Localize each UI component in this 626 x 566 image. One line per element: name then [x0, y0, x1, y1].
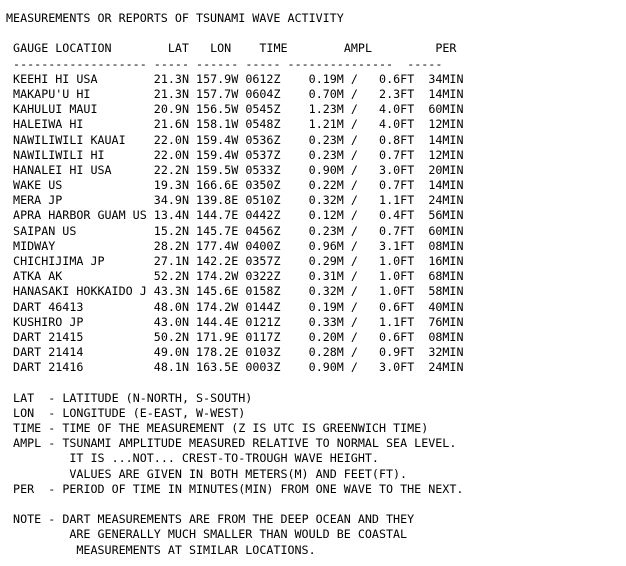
- cell-per: 40MIN: [428, 299, 464, 314]
- table-row: WAKE US 19.3N 166.6E 0350Z 0.22M / 0.7FT 14MIN: [13, 178, 464, 193]
- cell-gauge-location: HALEIWA HI: [13, 117, 84, 132]
- cell-ampl-feet: 3.1FT: [379, 238, 415, 253]
- table-row: KAHULUI MAUI 20.9N 156.5W 0545Z 1.23M / 4.0FT 60MIN: [13, 102, 464, 117]
- cell-ampl-feet: 0.8FT: [379, 132, 415, 147]
- cell-ampl-meters: 0.23M: [308, 132, 344, 147]
- cell-time: 0536Z: [245, 132, 281, 147]
- cell-time: 0003Z: [245, 360, 281, 375]
- cell-lon: 145.7E: [196, 223, 239, 238]
- legend-term: PER: [13, 481, 35, 496]
- cell-time: 0158Z: [245, 284, 281, 299]
- cell-gauge-location: KUSHIRO JP: [13, 314, 84, 329]
- cell-gauge-location: KAHULUI MAUI: [13, 102, 98, 117]
- legend-line: [6, 467, 464, 482]
- legend-definition: VALUES ARE GIVEN IN BOTH METERS(M) AND FEET(FT).: [69, 466, 408, 481]
- legend-line: LAT - LATITUDE (N-NORTH, S-SOUTH): [13, 390, 253, 405]
- header-gauge-location: GAUGE LOCATION: [13, 41, 112, 56]
- cell-time: 0400Z: [245, 238, 281, 253]
- cell-ampl-meters: 0.32M: [308, 284, 344, 299]
- cell-gauge-location: DART 46413: [13, 299, 84, 314]
- cell-per: 24MIN: [428, 360, 464, 375]
- cell-ampl-feet: 0.7FT: [379, 223, 415, 238]
- cell-gauge-location: MAKAPU'U HI: [13, 86, 91, 101]
- cell-ampl-feet: 4.0FT: [379, 117, 415, 132]
- table-body: [6, 72, 464, 376]
- cell-ampl-feet: 3.0FT: [379, 162, 415, 177]
- cell-ampl-meters: 0.96M: [308, 238, 344, 253]
- cell-gauge-location: DART 21415: [13, 329, 84, 344]
- cell-time: 0548Z: [245, 117, 281, 132]
- table-row: ATKA AK 52.2N 174.2W 0322Z 0.31M / 1.0FT 68MIN: [13, 269, 464, 284]
- cell-ampl-feet: 2.3FT: [379, 86, 415, 101]
- cell-ampl-meters: 1.23M: [308, 102, 344, 117]
- legend-definition: TIME OF THE MEASUREMENT (Z IS UTC IS GREENWICH TIME): [62, 421, 429, 436]
- table-row: NAWILIWILI KAUAI 22.0N 159.4W 0536Z 0.23M / 0.8FT 14MIN: [13, 132, 464, 147]
- legend-line: TIME - TIME OF THE MEASUREMENT (Z IS UTC IS GREENWICH TIME): [13, 421, 429, 436]
- cell-lat: 50.2N: [153, 329, 189, 344]
- cell-gauge-location: MERA JP: [13, 193, 63, 208]
- note-line: [6, 543, 464, 558]
- cell-time: 0357Z: [245, 254, 281, 268]
- cell-ampl-meters: 0.19M: [308, 71, 344, 86]
- cell-lat: 22.0N: [153, 147, 189, 162]
- table-row: MIDWAY 28.2N 177.4W 0400Z 0.96M / 3.1FT 08MIN: [13, 238, 464, 253]
- cell-per: 60MIN: [428, 223, 464, 238]
- cell-per: 68MIN: [428, 269, 464, 284]
- cell-gauge-location: APRA HARBOR GUAM US: [13, 208, 147, 223]
- separator-lon: ------: [196, 56, 239, 71]
- cell-lon: 159.5W: [196, 162, 239, 177]
- cell-per: 34MIN: [428, 71, 464, 86]
- cell-lat: 19.3N: [153, 178, 189, 193]
- cell-per: 14MIN: [428, 86, 464, 101]
- cell-ampl-meters: 0.20M: [308, 329, 344, 344]
- legend-definition: PERIOD OF TIME IN MINUTES(MIN) FROM ONE WAVE TO THE NEXT.: [62, 481, 464, 496]
- legend-definition: LONGITUDE (E-EAST, W-WEST): [62, 405, 246, 420]
- legend-term: TIME: [13, 421, 42, 436]
- blank-line: [6, 497, 464, 512]
- cell-lon: 157.7W: [196, 86, 239, 101]
- cell-ampl-meters: 0.22M: [308, 178, 344, 193]
- cell-ampl-meters: 0.28M: [308, 345, 344, 360]
- cell-ampl-meters: 0.31M: [308, 269, 344, 284]
- tsunami-report: [6, 11, 464, 558]
- cell-lon: 144.4E: [196, 314, 239, 329]
- cell-per: 08MIN: [428, 329, 464, 344]
- cell-lat: 34.9N: [153, 193, 189, 208]
- cell-ampl-meters: 0.32M: [308, 193, 344, 208]
- table-row: SAIPAN US 15.2N 145.7E 0456Z 0.23M / 0.7FT 60MIN: [13, 223, 464, 238]
- cell-lat: 13.4N: [153, 208, 189, 223]
- blank-line: [6, 26, 464, 41]
- cell-lon: 174.2W: [196, 269, 239, 284]
- cell-ampl-feet: 0.4FT: [379, 208, 415, 223]
- cell-ampl-meters: 0.23M: [308, 223, 344, 238]
- cell-gauge-location: KEEHI HI USA: [13, 71, 98, 86]
- cell-lon: 139.8E: [196, 193, 239, 208]
- cell-per: 20MIN: [428, 162, 464, 177]
- header-per: PER: [435, 41, 457, 56]
- cell-gauge-location: NAWILIWILI KAUAI: [13, 132, 126, 147]
- cell-per: 14MIN: [428, 132, 464, 147]
- cell-per: 24MIN: [428, 193, 464, 208]
- separator-per: -----: [407, 56, 443, 71]
- header-ampl: AMPL: [343, 41, 372, 56]
- cell-lat: 48.1N: [153, 360, 189, 375]
- cell-ampl-meters: 0.33M: [308, 314, 344, 329]
- cell-lat: 27.1N: [153, 254, 189, 268]
- cell-gauge-location: CHICHIJIMA JP: [13, 254, 105, 268]
- legend: [6, 391, 464, 497]
- cell-gauge-location: DART 21416: [13, 360, 84, 375]
- table-row: KEEHI HI USA 21.3N 157.9W 0612Z 0.19M / 0.6FT 34MIN: [13, 71, 464, 86]
- table-row: APRA HARBOR GUAM US 13.4N 144.7E 0442Z 0.12M / 0.4FT 56MIN: [13, 208, 464, 223]
- table-row: DART 21416 48.1N 163.5E 0003Z 0.90M / 3.0FT 24MIN: [13, 360, 464, 375]
- cell-ampl-feet: 1.1FT: [379, 314, 415, 329]
- cell-time: 0533Z: [245, 162, 281, 177]
- cell-ampl-meters: 0.12M: [308, 208, 344, 223]
- cell-ampl-feet: 0.9FT: [379, 345, 415, 360]
- cell-ampl-feet: 3.0FT: [379, 360, 415, 375]
- legend-line: PER - PERIOD OF TIME IN MINUTES(MIN) FROM ONE WAVE TO THE NEXT.: [13, 481, 464, 496]
- cell-lat: 21.3N: [153, 71, 189, 86]
- legend-line: LON - LONGITUDE (E-EAST, W-WEST): [13, 405, 246, 420]
- cell-lon: 178.2E: [196, 345, 239, 360]
- separator-lat: -----: [153, 56, 189, 71]
- cell-gauge-location: HANASAKI HOKKAIDO J: [13, 284, 147, 299]
- cell-time: 0103Z: [245, 345, 281, 360]
- cell-lon: 177.4W: [196, 238, 239, 253]
- table-row: MERA JP 34.9N 139.8E 0510Z 0.32M / 1.1FT 24MIN: [13, 193, 464, 208]
- header-lon: LON: [210, 41, 232, 56]
- cell-ampl-feet: 1.0FT: [379, 269, 415, 284]
- blank-line: [6, 376, 464, 391]
- cell-time: 0537Z: [245, 147, 281, 162]
- cell-lon: 174.2W: [196, 299, 239, 314]
- table-row: HALEIWA HI 21.6N 158.1W 0548Z 1.21M / 4.0FT 12MIN: [13, 117, 464, 132]
- cell-time: 0456Z: [245, 223, 281, 238]
- cell-lon: 145.6E: [196, 284, 239, 299]
- cell-time: 0350Z: [245, 178, 281, 193]
- cell-ampl-meters: 0.19M: [308, 299, 344, 314]
- legend-definition: LATITUDE (N-NORTH, S-SOUTH): [62, 390, 253, 405]
- cell-gauge-location: MIDWAY: [13, 238, 56, 253]
- cell-ampl-feet: 4.0FT: [379, 102, 415, 117]
- cell-ampl-feet: 1.1FT: [379, 193, 415, 208]
- cell-lat: 20.9N: [153, 102, 189, 117]
- header-time: TIME: [259, 41, 288, 56]
- table-separator-row: [6, 57, 464, 72]
- cell-time: 0144Z: [245, 299, 281, 314]
- separator-time: -----: [245, 56, 281, 71]
- cell-lon: 159.4W: [196, 147, 239, 162]
- cell-ampl-meters: 0.90M: [308, 360, 344, 375]
- cell-per: 12MIN: [428, 117, 464, 132]
- cell-lat: 28.2N: [153, 238, 189, 253]
- table-row: DART 21414 49.0N 178.2E 0103Z 0.28M / 0.9FT 32MIN: [13, 345, 464, 360]
- cell-per: 32MIN: [428, 345, 464, 360]
- cell-lon: 142.2E: [196, 254, 239, 268]
- legend-line: [6, 451, 464, 466]
- legend-term: LAT: [13, 390, 35, 405]
- cell-per: 76MIN: [428, 314, 464, 329]
- cell-ampl-feet: 0.6FT: [379, 299, 415, 314]
- cell-ampl-meters: 0.70M: [308, 86, 344, 101]
- cell-gauge-location: HANALEI HI USA: [13, 162, 112, 177]
- note-line: NOTE - DART MEASUREMENTS ARE FROM THE DEEP OCEAN AND THEY: [13, 512, 415, 527]
- cell-time: 0604Z: [245, 86, 281, 101]
- legend-term: AMPL: [13, 436, 42, 451]
- table-row: HANALEI HI USA 22.2N 159.5W 0533Z 0.90M / 3.0FT 20MIN: [13, 162, 464, 177]
- cell-lat: 43.3N: [153, 284, 189, 299]
- cell-lat: 21.6N: [153, 117, 189, 132]
- cell-lon: 159.4W: [196, 132, 239, 147]
- cell-time: 0322Z: [245, 269, 281, 284]
- separator-location: -------------------: [13, 56, 147, 71]
- cell-gauge-location: SAIPAN US: [13, 223, 77, 238]
- header-lat: LAT: [167, 41, 189, 56]
- cell-lon: 158.1W: [196, 117, 239, 132]
- cell-lat: 43.0N: [153, 314, 189, 329]
- note-text: ARE GENERALLY MUCH SMALLER THAN WOULD BE COASTAL: [69, 527, 408, 542]
- cell-gauge-location: DART 21414: [13, 345, 84, 360]
- cell-lat: 22.0N: [153, 132, 189, 147]
- cell-lat: 21.3N: [153, 86, 189, 101]
- cell-time: 0545Z: [245, 102, 281, 117]
- cell-per: 12MIN: [428, 147, 464, 162]
- cell-gauge-location: WAKE US: [13, 178, 63, 193]
- note-text: DART MEASUREMENTS ARE FROM THE DEEP OCEAN AND THEY: [62, 512, 415, 527]
- cell-ampl-feet: 1.0FT: [379, 254, 415, 268]
- cell-ampl-meters: 1.21M: [308, 117, 344, 132]
- cell-time: 0121Z: [245, 314, 281, 329]
- cell-time: 0442Z: [245, 208, 281, 223]
- cell-lon: 144.7E: [196, 208, 239, 223]
- cell-per: 56MIN: [428, 208, 464, 223]
- cell-lon: 157.9W: [196, 71, 239, 86]
- report-title: MEASUREMENTS OR REPORTS OF TSUNAMI WAVE ACTIVITY: [6, 11, 344, 25]
- cell-lon: 171.9E: [196, 329, 239, 344]
- table-row: MAKAPU'U HI 21.3N 157.7W 0604Z 0.70M / 2.3FT 14MIN: [13, 86, 464, 101]
- cell-ampl-feet: 0.6FT: [379, 329, 415, 344]
- note: [6, 512, 464, 558]
- cell-lat: 15.2N: [153, 223, 189, 238]
- cell-ampl-feet: 0.7FT: [379, 178, 415, 193]
- legend-definition: IT IS ...NOT... CREST-TO-TROUGH WAVE HEIGHT.: [69, 451, 379, 466]
- separator-ampl: ---------------: [287, 56, 394, 71]
- cell-time: 0117Z: [245, 329, 281, 344]
- legend-term: LON: [13, 405, 35, 420]
- note-line: [6, 527, 464, 542]
- table-row: DART 21415 50.2N 171.9E 0117Z 0.20M / 0.6FT 08MIN: [13, 329, 464, 344]
- cell-lat: 52.2N: [153, 269, 189, 284]
- cell-lat: 49.0N: [153, 345, 189, 360]
- table-row: CHICHIJIMA JP 27.1N 142.2E 0357Z 0.29M / 1.0FT 16MIN: [13, 254, 464, 268]
- legend-definition: TSUNAMI AMPLITUDE MEASURED RELATIVE TO NORMAL SEA LEVEL.: [62, 436, 457, 451]
- table-row: NAWILIWILI HI 22.0N 159.4W 0537Z 0.23M / 0.7FT 12MIN: [13, 147, 464, 162]
- table-row: DART 46413 48.0N 174.2W 0144Z 0.19M / 0.6FT 40MIN: [13, 299, 464, 314]
- cell-ampl-feet: 0.7FT: [379, 147, 415, 162]
- cell-ampl-meters: 0.90M: [308, 162, 344, 177]
- cell-time: 0510Z: [245, 193, 281, 208]
- legend-line: AMPL - TSUNAMI AMPLITUDE MEASURED RELATIVE TO NORMAL SEA LEVEL.: [13, 436, 457, 451]
- cell-ampl-meters: 0.29M: [308, 254, 344, 268]
- table-header-row: [6, 41, 464, 56]
- note-text: MEASUREMENTS AT SIMILAR LOCATIONS.: [69, 542, 316, 557]
- table-row: HANASAKI HOKKAIDO J 43.3N 145.6E 0158Z 0.32M / 1.0FT 58MIN: [13, 284, 464, 299]
- cell-lon: 163.5E: [196, 360, 239, 375]
- cell-lon: 166.6E: [196, 178, 239, 193]
- table-row: KUSHIRO JP 43.0N 144.4E 0121Z 0.33M / 1.1FT 76MIN: [13, 314, 464, 329]
- cell-ampl-feet: 1.0FT: [379, 284, 415, 299]
- cell-per: 58MIN: [428, 284, 464, 299]
- cell-per: 60MIN: [428, 102, 464, 117]
- cell-lat: 22.2N: [153, 162, 189, 177]
- note-term: NOTE: [13, 512, 42, 527]
- cell-ampl-feet: 0.6FT: [379, 71, 415, 86]
- cell-time: 0612Z: [245, 71, 281, 86]
- cell-per: 08MIN: [428, 238, 464, 253]
- cell-per: 16MIN: [428, 254, 464, 268]
- cell-lon: 156.5W: [196, 102, 239, 117]
- cell-ampl-meters: 0.23M: [308, 147, 344, 162]
- cell-gauge-location: NAWILIWILI HI: [13, 147, 105, 162]
- cell-per: 14MIN: [428, 178, 464, 193]
- cell-lat: 48.0N: [153, 299, 189, 314]
- cell-gauge-location: ATKA AK: [13, 269, 63, 284]
